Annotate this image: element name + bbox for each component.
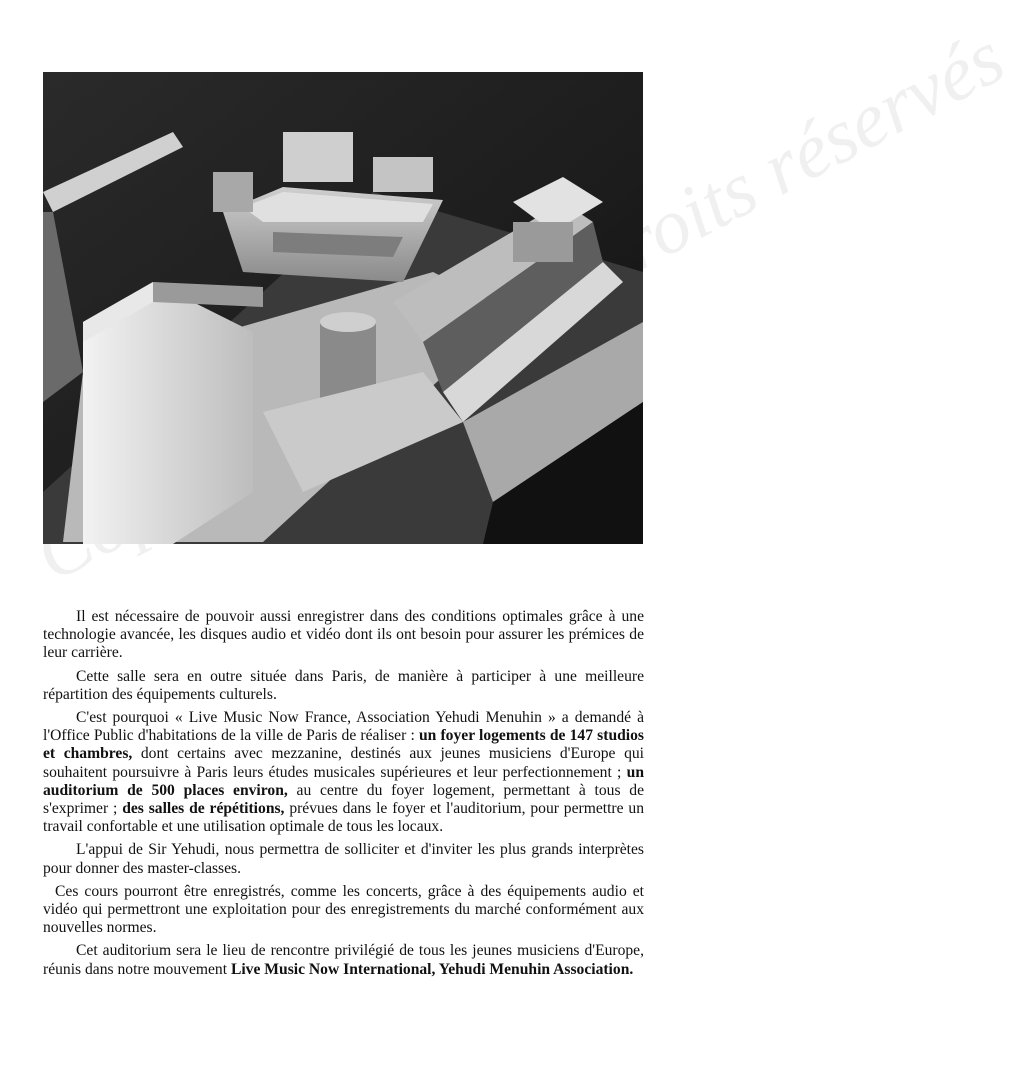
text-segment: Cet auditorium sera le lieu de rencontre privilégié de tous les jeunes musiciens d'Europe, réunis dans notre mouvement	[43, 942, 644, 978]
text-segment: au centre du foyer logement, permettant à tous de s'exprimer ;	[43, 781, 644, 818]
text-segment: dont certains avec mezzanine, destinés aux jeunes musiciens d'Europe qui souhaitent poursuivre à Paris leurs études musicales supérieures et leur perfectionnement ;	[43, 745, 644, 781]
text-segment: L'appui de Sir Yehudi, nous permettra de solliciter et d'inviter les plus grands interprètes pour donner des master-classes.	[43, 841, 644, 877]
paragraph-1	[43, 608, 644, 663]
text-segment: Cette salle sera en outre située dans Paris, de manière à participer à une meilleure répartition des équipements culturels.	[43, 667, 644, 703]
bold-text-segment: un auditorium de 500 places environ,	[43, 763, 644, 799]
text-segment: C'est pourquoi « Live Music Now France, Association Yehudi Menuhin » a demandé à l'Office Public d'habitations de la ville de Paris de réaliser :	[43, 709, 644, 745]
paragraph-4	[43, 841, 644, 877]
text-segment: Ces cours pourront être enregistrés, comme les concerts, grâce à des équipements audio et vidéo qui permettront une exploitation pour des enregistrements du marché conformément aux nouvelles normes.	[43, 882, 644, 937]
architectural-model-photo	[43, 72, 643, 544]
text-segment: prévues dans le foyer et l'auditorium, pour permettre un travail confortable et une utilisation optimale de tous les locaux.	[43, 800, 644, 836]
bold-text-segment: un foyer logements de 147 studios et chambres,	[43, 727, 644, 763]
copyright-watermark: droits réservés	[571, 12, 1018, 305]
paragraph-5	[43, 883, 644, 938]
body-text	[43, 608, 644, 984]
bold-text-segment: Live Music Now International, Yehudi Menuhin Association.	[230, 960, 634, 978]
text-segment: Il est nécessaire de pouvoir aussi enregistrer dans des conditions optimales grâce à une technologie avancée, les disques audio et vidéo dont ils ont besoin pour assurer les prémices de leur carrière.	[43, 608, 644, 662]
bold-text-segment: des salles de répétitions,	[122, 800, 285, 818]
paragraph-3	[43, 709, 644, 836]
paragraph-6	[43, 942, 644, 978]
paragraph-2	[43, 668, 644, 704]
